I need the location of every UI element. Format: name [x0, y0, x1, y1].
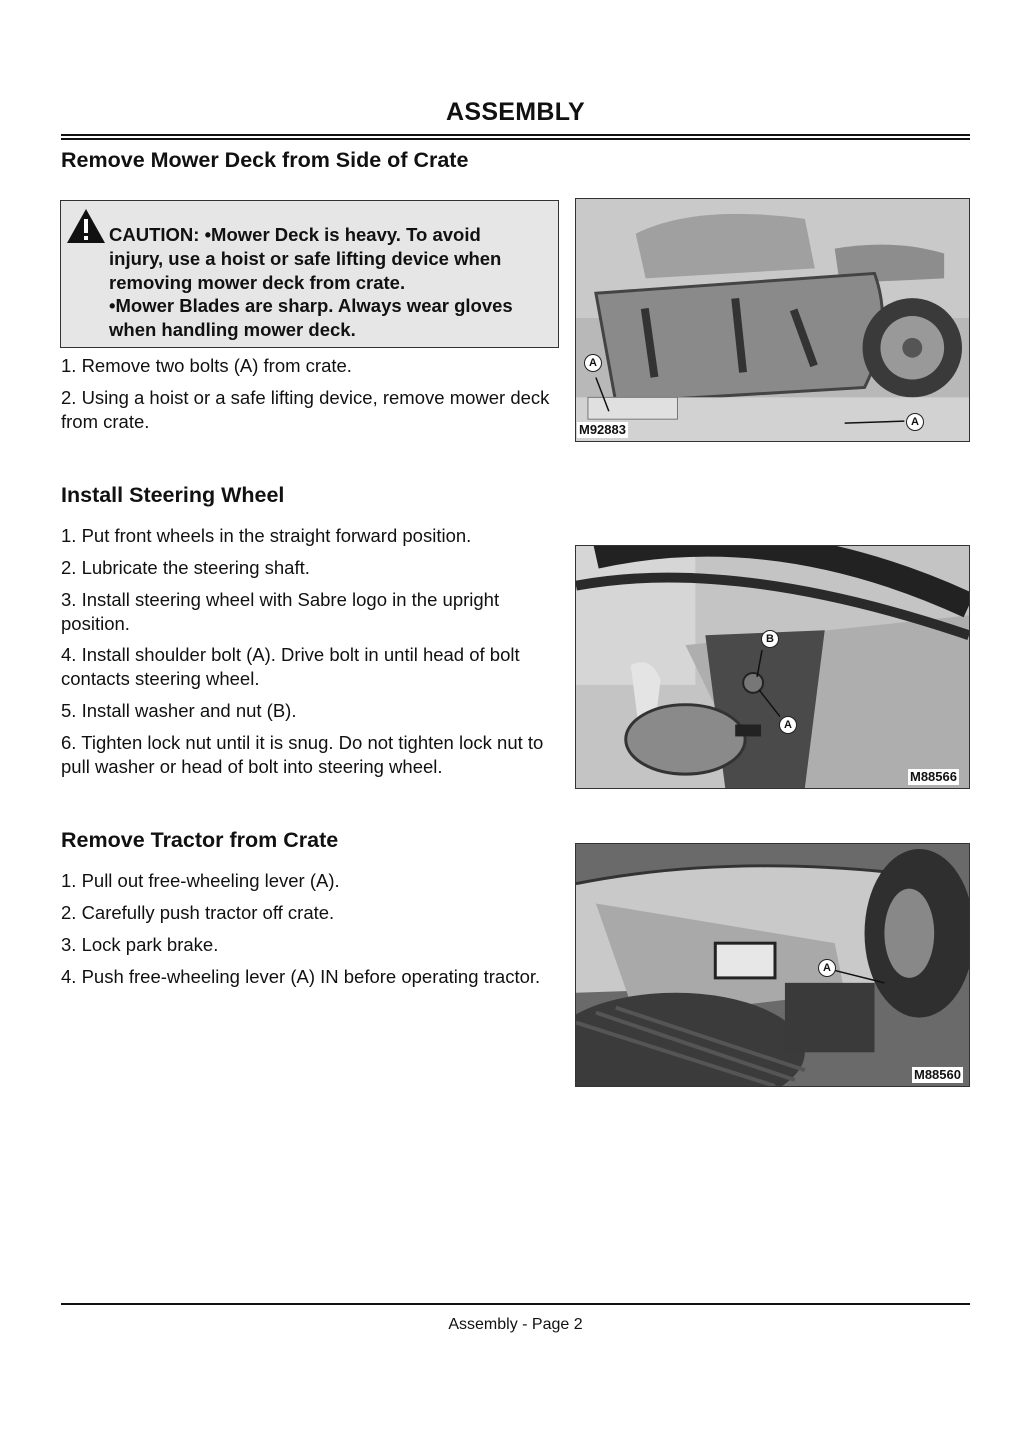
callout-a: A [906, 413, 924, 431]
step-text: 3. Install steering wheel with Sabre logo in the upright position. [61, 589, 500, 634]
figure-steering-wheel [575, 545, 970, 789]
step-text: 2. Lubricate the steering shaft. [61, 557, 310, 578]
caution-line: when handling mower deck. [109, 319, 356, 341]
page-footer: Assembly - Page 2 [448, 1316, 583, 1333]
step-text: 4. Install shoulder bolt (A). Drive bolt in until head of bolt contacts steering wheel. [61, 644, 520, 689]
step-text: 2. Carefully push tractor off crate. [61, 902, 335, 923]
section-title-remove-tractor: Remove Tractor from Crate [61, 828, 339, 852]
steering-wheel-illustration [576, 546, 969, 788]
callout-a: A [779, 716, 797, 734]
callout-a: A [818, 959, 836, 977]
footer-rule [61, 1303, 970, 1305]
page-title: ASSEMBLY [445, 98, 585, 126]
figure-id: M92883 [579, 422, 626, 437]
step-text: 3. Lock park brake. [61, 934, 219, 955]
warning-triangle-icon [65, 207, 107, 245]
step-text: 4. Push free-wheeling lever (A) IN before operating tractor. [61, 966, 541, 987]
figure-mower-deck-crate [575, 198, 970, 442]
mower-deck-illustration [576, 199, 969, 441]
tractor-illustration [576, 844, 969, 1086]
figure-id: M88566 [910, 769, 957, 784]
step-text: 2. Using a hoist or a safe lifting device, remove mower deck from crate. [61, 387, 550, 432]
step-text: 1. Pull out free-wheeling lever (A). [61, 870, 340, 891]
caution-line: •Mower Blades are sharp. Always wear gloves [109, 295, 513, 317]
caution-text [109, 223, 550, 342]
figure-id: M88560 [914, 1067, 961, 1082]
step-text: 6. Tighten lock nut until it is snug. Do not tighten lock nut to pull washer or head of bolt into steering wheel. [61, 732, 544, 777]
step-text: 5. Install washer and nut (B). [61, 700, 297, 721]
callout-b: B [761, 630, 779, 648]
step-text: 1. Put front wheels in the straight forward position. [61, 525, 472, 546]
caution-line: removing mower deck from crate. [109, 271, 406, 293]
header-double-rule [61, 134, 970, 140]
caution-box [60, 200, 559, 348]
callout-a: A [584, 354, 602, 372]
figure-tractor-crate [575, 843, 970, 1087]
section-title-install-steering-wheel: Install Steering Wheel [61, 483, 285, 507]
step-text: 1. Remove two bolts (A) from crate. [61, 355, 352, 376]
caution-line: injury, use a hoist or safe lifting device when [109, 247, 502, 269]
caution-line: CAUTION: •Mower Deck is heavy. To avoid [109, 224, 481, 245]
section-title-remove-mower-deck: Remove Mower Deck from Side of Crate [61, 148, 469, 172]
